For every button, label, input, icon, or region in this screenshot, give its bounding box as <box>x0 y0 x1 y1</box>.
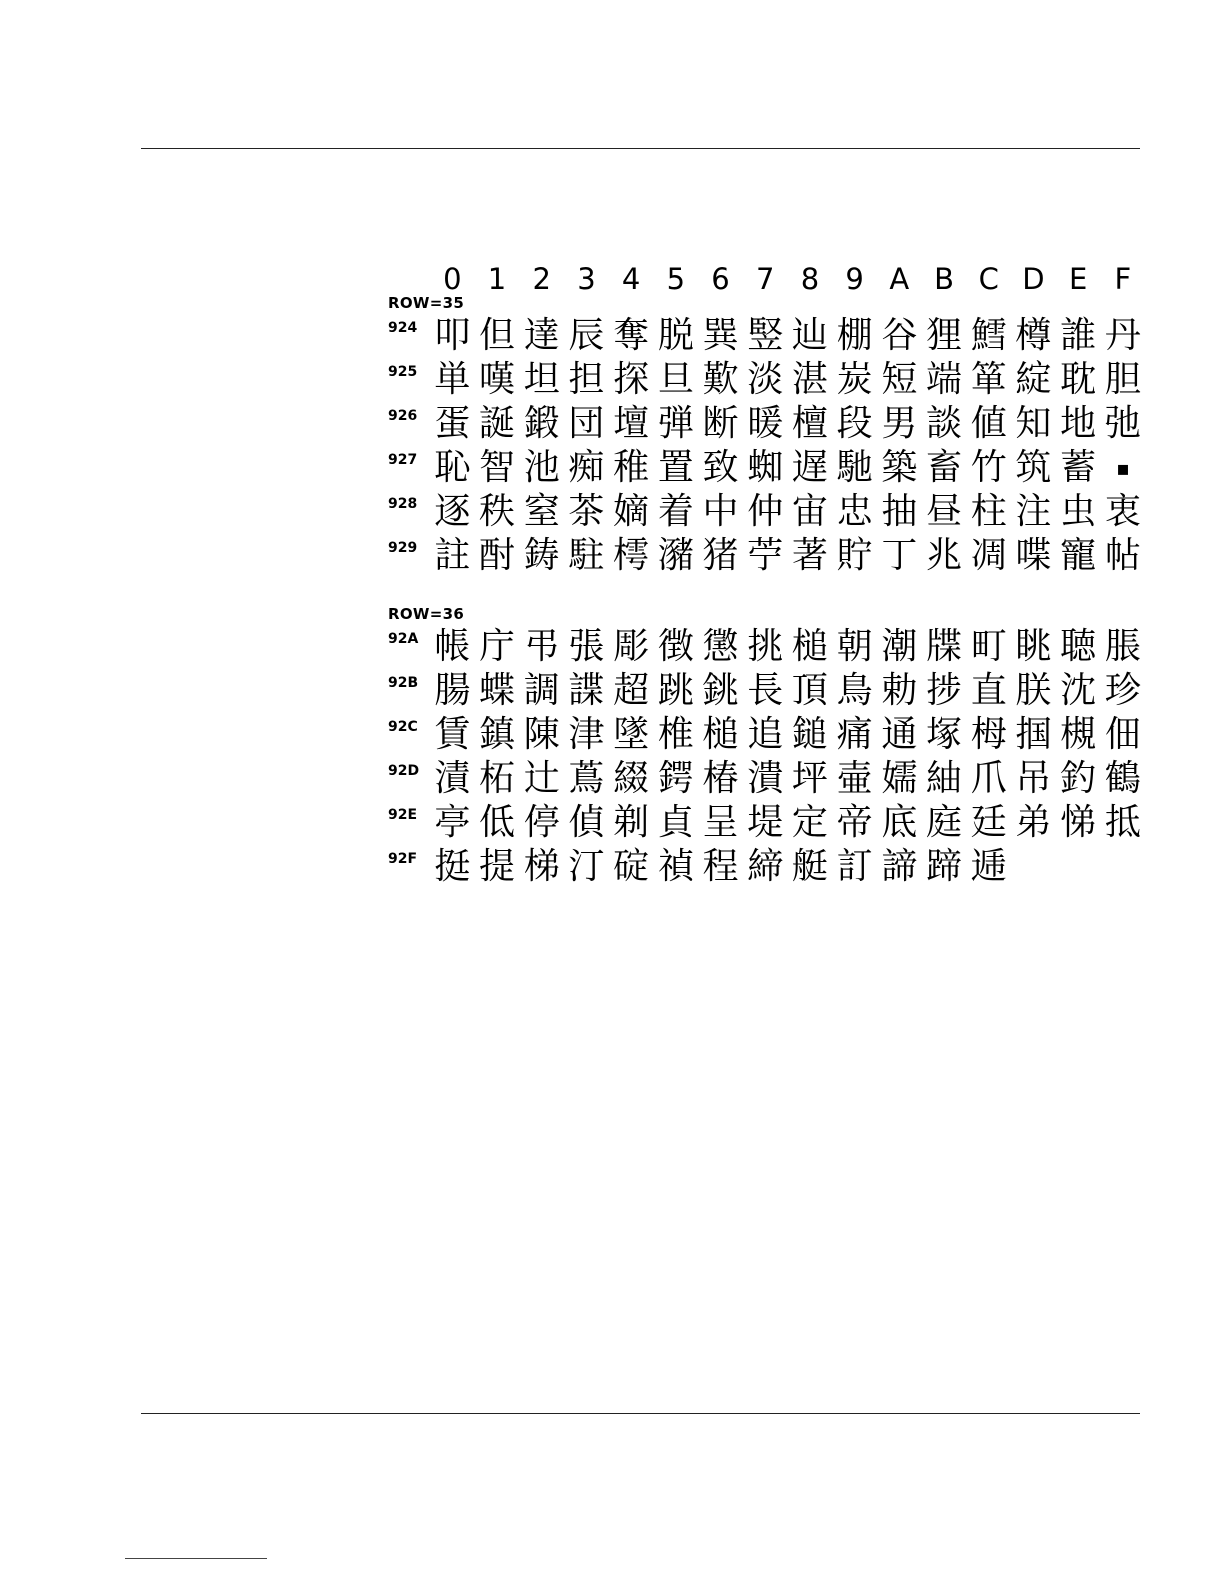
glyph-cell: 底 <box>881 802 918 843</box>
glyph-cell: 賃 <box>434 714 471 755</box>
glyph-cell: 鱈 <box>970 315 1007 356</box>
glyph-cell: 鎮 <box>479 714 516 755</box>
glyph-cell: 超 <box>613 670 650 711</box>
glyph-cell: 脹 <box>1104 626 1141 667</box>
glyph-cell: 棚 <box>836 315 873 356</box>
glyph-cell: 掴 <box>1015 714 1052 755</box>
glyph-cell: 脱 <box>657 315 694 356</box>
row-code-label: 929 <box>388 540 418 556</box>
column-header-E: E <box>1068 262 1088 296</box>
glyph-cell: 抽 <box>881 491 918 532</box>
glyph-cell: 漬 <box>434 758 471 799</box>
glyph-cell: 柱 <box>970 491 1007 532</box>
glyph-cell: 塚 <box>926 714 963 755</box>
glyph-cell: 潮 <box>881 626 918 667</box>
glyph-row-92D <box>388 757 1148 801</box>
glyph-cell: 中 <box>702 491 739 532</box>
glyph-cell: 潰 <box>747 758 784 799</box>
glyph-cell: 槌 <box>702 714 739 755</box>
glyph-cell: 樽 <box>1015 315 1052 356</box>
row-code-label: 925 <box>388 364 418 380</box>
glyph-cell: 忠 <box>836 491 873 532</box>
glyph-cell: 炭 <box>836 359 873 400</box>
glyph-row-928 <box>388 490 1148 534</box>
glyph-cell: 跳 <box>657 670 694 711</box>
glyph-cell: 竹 <box>970 447 1007 488</box>
glyph-cells <box>430 358 1150 402</box>
glyph-cell: 駐 <box>568 535 605 576</box>
glyph-cell: 鍛 <box>523 403 560 444</box>
glyph-cell: 坪 <box>791 758 828 799</box>
glyph-cell: 逐 <box>434 491 471 532</box>
glyph-cell: 嬬 <box>881 758 918 799</box>
glyph-cell: 虫 <box>1060 491 1097 532</box>
row-code-label: 92D <box>388 763 420 779</box>
glyph-cell: 長 <box>747 670 784 711</box>
column-header-F: F <box>1114 262 1132 296</box>
glyph-cells <box>430 402 1150 446</box>
glyph-cell: 諜 <box>568 670 605 711</box>
glyph-cell: 箪 <box>970 359 1007 400</box>
glyph-cell: 程 <box>702 846 739 887</box>
row-code-label: 92A <box>388 631 419 647</box>
glyph-cell: 奪 <box>613 315 650 356</box>
glyph-cell: 淡 <box>747 359 784 400</box>
column-header-1: 1 <box>487 262 507 296</box>
glyph-cell: 紬 <box>926 758 963 799</box>
header-rule <box>141 148 1140 149</box>
glyph-cell: 挺 <box>434 846 471 887</box>
glyph-cell: 単 <box>434 359 471 400</box>
glyph-cell: 註 <box>434 535 471 576</box>
glyph-cell: 注 <box>1015 491 1052 532</box>
glyph-cell: 逓 <box>970 846 1007 887</box>
glyph-cell: 着 <box>657 491 694 532</box>
glyph-cell: 嘆 <box>479 359 516 400</box>
row-code-label: 92C <box>388 719 418 735</box>
footer-rule <box>141 1413 1140 1414</box>
row-section-label: ROW=35 <box>388 294 465 312</box>
glyph-row-92E <box>388 801 1148 845</box>
glyph-cells <box>430 446 1150 490</box>
glyph-cell: 堤 <box>747 802 784 843</box>
glyph-cell: 恥 <box>434 447 471 488</box>
glyph-cell: 担 <box>568 359 605 400</box>
glyph-cell: 談 <box>926 403 963 444</box>
glyph-cell: 町 <box>970 626 1007 667</box>
row-code-label: 927 <box>388 452 418 468</box>
glyph-cell: 窒 <box>523 491 560 532</box>
glyph-cell: 彫 <box>613 626 650 667</box>
column-header-0: 0 <box>443 262 462 296</box>
glyph-cell: 蔦 <box>568 758 605 799</box>
glyph-cells <box>430 314 1150 358</box>
glyph-cell: 調 <box>523 670 560 711</box>
glyph-cell: 壇 <box>613 403 650 444</box>
glyph-row-92A <box>388 625 1148 669</box>
glyph-cell: 槻 <box>1060 714 1097 755</box>
glyph-cell: 短 <box>881 359 918 400</box>
row-code-label: 92F <box>388 851 418 867</box>
glyph-cell: 値 <box>970 403 1007 444</box>
glyph-cell: 梯 <box>523 846 560 887</box>
column-header-6: 6 <box>711 262 730 296</box>
glyph-cell: 帖 <box>1104 535 1141 576</box>
glyph-cell: 貯 <box>836 535 873 576</box>
glyph-cell: 蜘 <box>747 447 784 488</box>
glyph-cell: 痛 <box>836 714 873 755</box>
glyph-cell: 吊 <box>1015 758 1052 799</box>
glyph-cell: 頂 <box>791 670 828 711</box>
glyph-cell: 挑 <box>747 626 784 667</box>
glyph-row-927 <box>388 446 1148 490</box>
glyph-cell: 張 <box>568 626 605 667</box>
glyph-cell: 筑 <box>1015 447 1052 488</box>
glyph-cell: 椎 <box>657 714 694 755</box>
glyph-cell: 蓄 <box>1060 447 1097 488</box>
glyph-cell: 徴 <box>657 626 694 667</box>
glyph-cell: 津 <box>568 714 605 755</box>
glyph-cell: 艇 <box>791 846 828 887</box>
glyph-row-925 <box>388 358 1148 402</box>
glyph-cell: 直 <box>970 670 1007 711</box>
glyph-cell: 朝 <box>836 626 873 667</box>
glyph-cell: 辰 <box>568 315 605 356</box>
glyph-cell: 綴 <box>613 758 650 799</box>
glyph-cell: 墜 <box>613 714 650 755</box>
glyph-cell: 蛋 <box>434 403 471 444</box>
glyph-cell: 秩 <box>479 491 516 532</box>
column-header-5: 5 <box>666 262 686 296</box>
glyph-cells <box>430 713 1150 757</box>
glyph-cells <box>430 625 1150 669</box>
glyph-cell: 柘 <box>479 758 516 799</box>
glyph-cell: 但 <box>479 315 516 356</box>
glyph-cell: 帳 <box>434 626 471 667</box>
glyph-cells <box>430 534 1150 578</box>
glyph-cell: 提 <box>479 846 516 887</box>
column-header-7: 7 <box>756 262 775 296</box>
glyph-cell: 悌 <box>1060 802 1097 843</box>
glyph-cell: 凋 <box>970 535 1007 576</box>
glyph-cell: 馳 <box>836 447 873 488</box>
glyph-cell: 貞 <box>657 802 694 843</box>
glyph-cell: 弟 <box>1015 802 1052 843</box>
glyph-cell: 胆 <box>1104 359 1141 400</box>
glyph-cell: 抵 <box>1104 802 1141 843</box>
glyph-cell: 兆 <box>926 535 963 576</box>
glyph-cell: 仲 <box>747 491 784 532</box>
glyph-cells <box>430 757 1150 801</box>
glyph-cell: 廷 <box>970 802 1007 843</box>
glyph-cell: 締 <box>747 846 784 887</box>
glyph-cells <box>430 669 1150 713</box>
glyph-cell: 沈 <box>1060 670 1097 711</box>
glyph-cell: 禎 <box>657 846 694 887</box>
column-header-3: 3 <box>577 262 596 296</box>
glyph-cell: 畜 <box>926 447 963 488</box>
glyph-cell: 弔 <box>523 626 560 667</box>
glyph-cell: 狸 <box>926 315 963 356</box>
glyph-cell: 檀 <box>791 403 828 444</box>
glyph-cell: 訂 <box>836 846 873 887</box>
glyph-cell: 通 <box>881 714 918 755</box>
row-section-label: ROW=36 <box>388 605 465 623</box>
glyph-cell: 捗 <box>926 670 963 711</box>
glyph-cell: 停 <box>523 802 560 843</box>
column-header-9: 9 <box>845 262 864 296</box>
glyph-row-92C <box>388 713 1148 757</box>
glyph-cell: 築 <box>881 447 918 488</box>
glyph-cell: 置 <box>657 447 694 488</box>
glyph-row-924 <box>388 314 1148 358</box>
glyph-cell: 追 <box>747 714 784 755</box>
column-header-row <box>430 262 1150 302</box>
glyph-cell: 碇 <box>613 846 650 887</box>
glyph-cell: 池 <box>523 447 560 488</box>
glyph-cell: 巽 <box>702 315 739 356</box>
glyph-cell: 男 <box>881 403 918 444</box>
glyph-cell: 弾 <box>657 403 694 444</box>
glyph-cell: 牒 <box>926 626 963 667</box>
glyph-cell: 丹 <box>1104 315 1141 356</box>
glyph-cell: 寵 <box>1060 535 1097 576</box>
column-header-D: D <box>1022 262 1045 296</box>
glyph-cell: 栂 <box>970 714 1007 755</box>
glyph-cell: 旦 <box>657 359 694 400</box>
glyph-row-926 <box>388 402 1148 446</box>
glyph-cell: 苧 <box>747 535 784 576</box>
glyph-cell: 陳 <box>523 714 560 755</box>
glyph-cell: ▪ <box>1116 456 1130 480</box>
glyph-cell: 知 <box>1015 403 1052 444</box>
glyph-cell: 衷 <box>1104 491 1141 532</box>
glyph-cell: 懲 <box>702 626 739 667</box>
glyph-cell: 槌 <box>791 626 828 667</box>
glyph-cell: 壷 <box>836 758 873 799</box>
glyph-cell: 鳥 <box>836 670 873 711</box>
glyph-row-92F <box>388 845 1148 889</box>
glyph-cell: 庭 <box>926 802 963 843</box>
glyph-cell: 樗 <box>613 535 650 576</box>
glyph-cell: 酎 <box>479 535 516 576</box>
glyph-cell: 蹄 <box>926 846 963 887</box>
glyph-cell: 誰 <box>1060 315 1097 356</box>
glyph-cell: 朕 <box>1015 670 1052 711</box>
glyph-cell: 歎 <box>702 359 739 400</box>
glyph-cell: 辿 <box>791 315 828 356</box>
glyph-cell: 鋳 <box>523 535 560 576</box>
glyph-cell: 蝶 <box>479 670 516 711</box>
glyph-row-92B <box>388 669 1148 713</box>
column-header-C: C <box>978 262 999 296</box>
glyph-cell: 谷 <box>881 315 918 356</box>
glyph-cell: 茶 <box>568 491 605 532</box>
glyph-cell: 宙 <box>791 491 828 532</box>
glyph-cell: 弛 <box>1104 403 1141 444</box>
glyph-cell: 庁 <box>479 626 516 667</box>
glyph-cell: 暖 <box>747 403 784 444</box>
glyph-cell: 誕 <box>479 403 516 444</box>
column-header-A: A <box>889 262 910 296</box>
glyph-cell: 地 <box>1060 403 1097 444</box>
glyph-cell: 鍔 <box>657 758 694 799</box>
column-header-B: B <box>934 262 954 296</box>
glyph-cell: 珍 <box>1104 670 1141 711</box>
row-code-label: 924 <box>388 320 418 336</box>
glyph-cell: 猪 <box>702 535 739 576</box>
glyph-cell: 腸 <box>434 670 471 711</box>
row-code-label: 926 <box>388 408 418 424</box>
glyph-cells <box>430 801 1150 845</box>
glyph-cell: 釣 <box>1060 758 1097 799</box>
glyph-cell: 亭 <box>434 802 471 843</box>
column-header-2: 2 <box>532 262 551 296</box>
glyph-cell: 智 <box>479 447 516 488</box>
glyph-cell: 爪 <box>970 758 1007 799</box>
glyph-cell: 鎚 <box>791 714 828 755</box>
glyph-cell: 竪 <box>747 315 784 356</box>
row-code-label: 928 <box>388 496 418 512</box>
glyph-cell: 遅 <box>791 447 828 488</box>
glyph-cell: 辻 <box>523 758 560 799</box>
glyph-cell: 眺 <box>1015 626 1052 667</box>
glyph-cell: 達 <box>523 315 560 356</box>
glyph-cell: 段 <box>836 403 873 444</box>
glyph-cell: 佃 <box>1104 714 1141 755</box>
glyph-cell: 偵 <box>568 802 605 843</box>
row-code-label: 92E <box>388 807 418 823</box>
glyph-cell: 銚 <box>702 670 739 711</box>
footnote-rule <box>125 1558 267 1559</box>
glyph-cell: 坦 <box>523 359 560 400</box>
glyph-cell: 稚 <box>613 447 650 488</box>
glyph-cell: 丁 <box>881 535 918 576</box>
glyph-cell: 低 <box>479 802 516 843</box>
glyph-cell: 剃 <box>613 802 650 843</box>
glyph-cell: 諦 <box>881 846 918 887</box>
glyph-cell: 帝 <box>836 802 873 843</box>
glyph-cells <box>430 490 1150 534</box>
glyph-cell: 喋 <box>1015 535 1052 576</box>
glyph-cell: 鶴 <box>1104 758 1141 799</box>
glyph-cell: 端 <box>926 359 963 400</box>
glyph-cell: 呈 <box>702 802 739 843</box>
glyph-row-929 <box>388 534 1148 578</box>
glyph-cell: 嫡 <box>613 491 650 532</box>
glyph-cell: 致 <box>702 447 739 488</box>
glyph-cell: 汀 <box>568 846 605 887</box>
glyph-cell: 瀦 <box>657 535 694 576</box>
glyph-cell: 著 <box>791 535 828 576</box>
column-header-4: 4 <box>621 262 641 296</box>
glyph-cell: 団 <box>568 403 605 444</box>
glyph-cells <box>430 845 1150 889</box>
glyph-cell: 昼 <box>926 491 963 532</box>
glyph-cell: 聴 <box>1060 626 1097 667</box>
glyph-cell: 探 <box>613 359 650 400</box>
glyph-cell: 痴 <box>568 447 605 488</box>
glyph-cell: 勅 <box>881 670 918 711</box>
row-code-label: 92B <box>388 675 419 691</box>
glyph-cell: 椿 <box>702 758 739 799</box>
glyph-cell: 耽 <box>1060 359 1097 400</box>
column-header-8: 8 <box>800 262 820 296</box>
glyph-cell: 叩 <box>434 315 471 356</box>
glyph-cell: 断 <box>702 403 739 444</box>
glyph-cell: 綻 <box>1015 359 1052 400</box>
glyph-cell: 湛 <box>791 359 828 400</box>
glyph-cell: 定 <box>791 802 828 843</box>
